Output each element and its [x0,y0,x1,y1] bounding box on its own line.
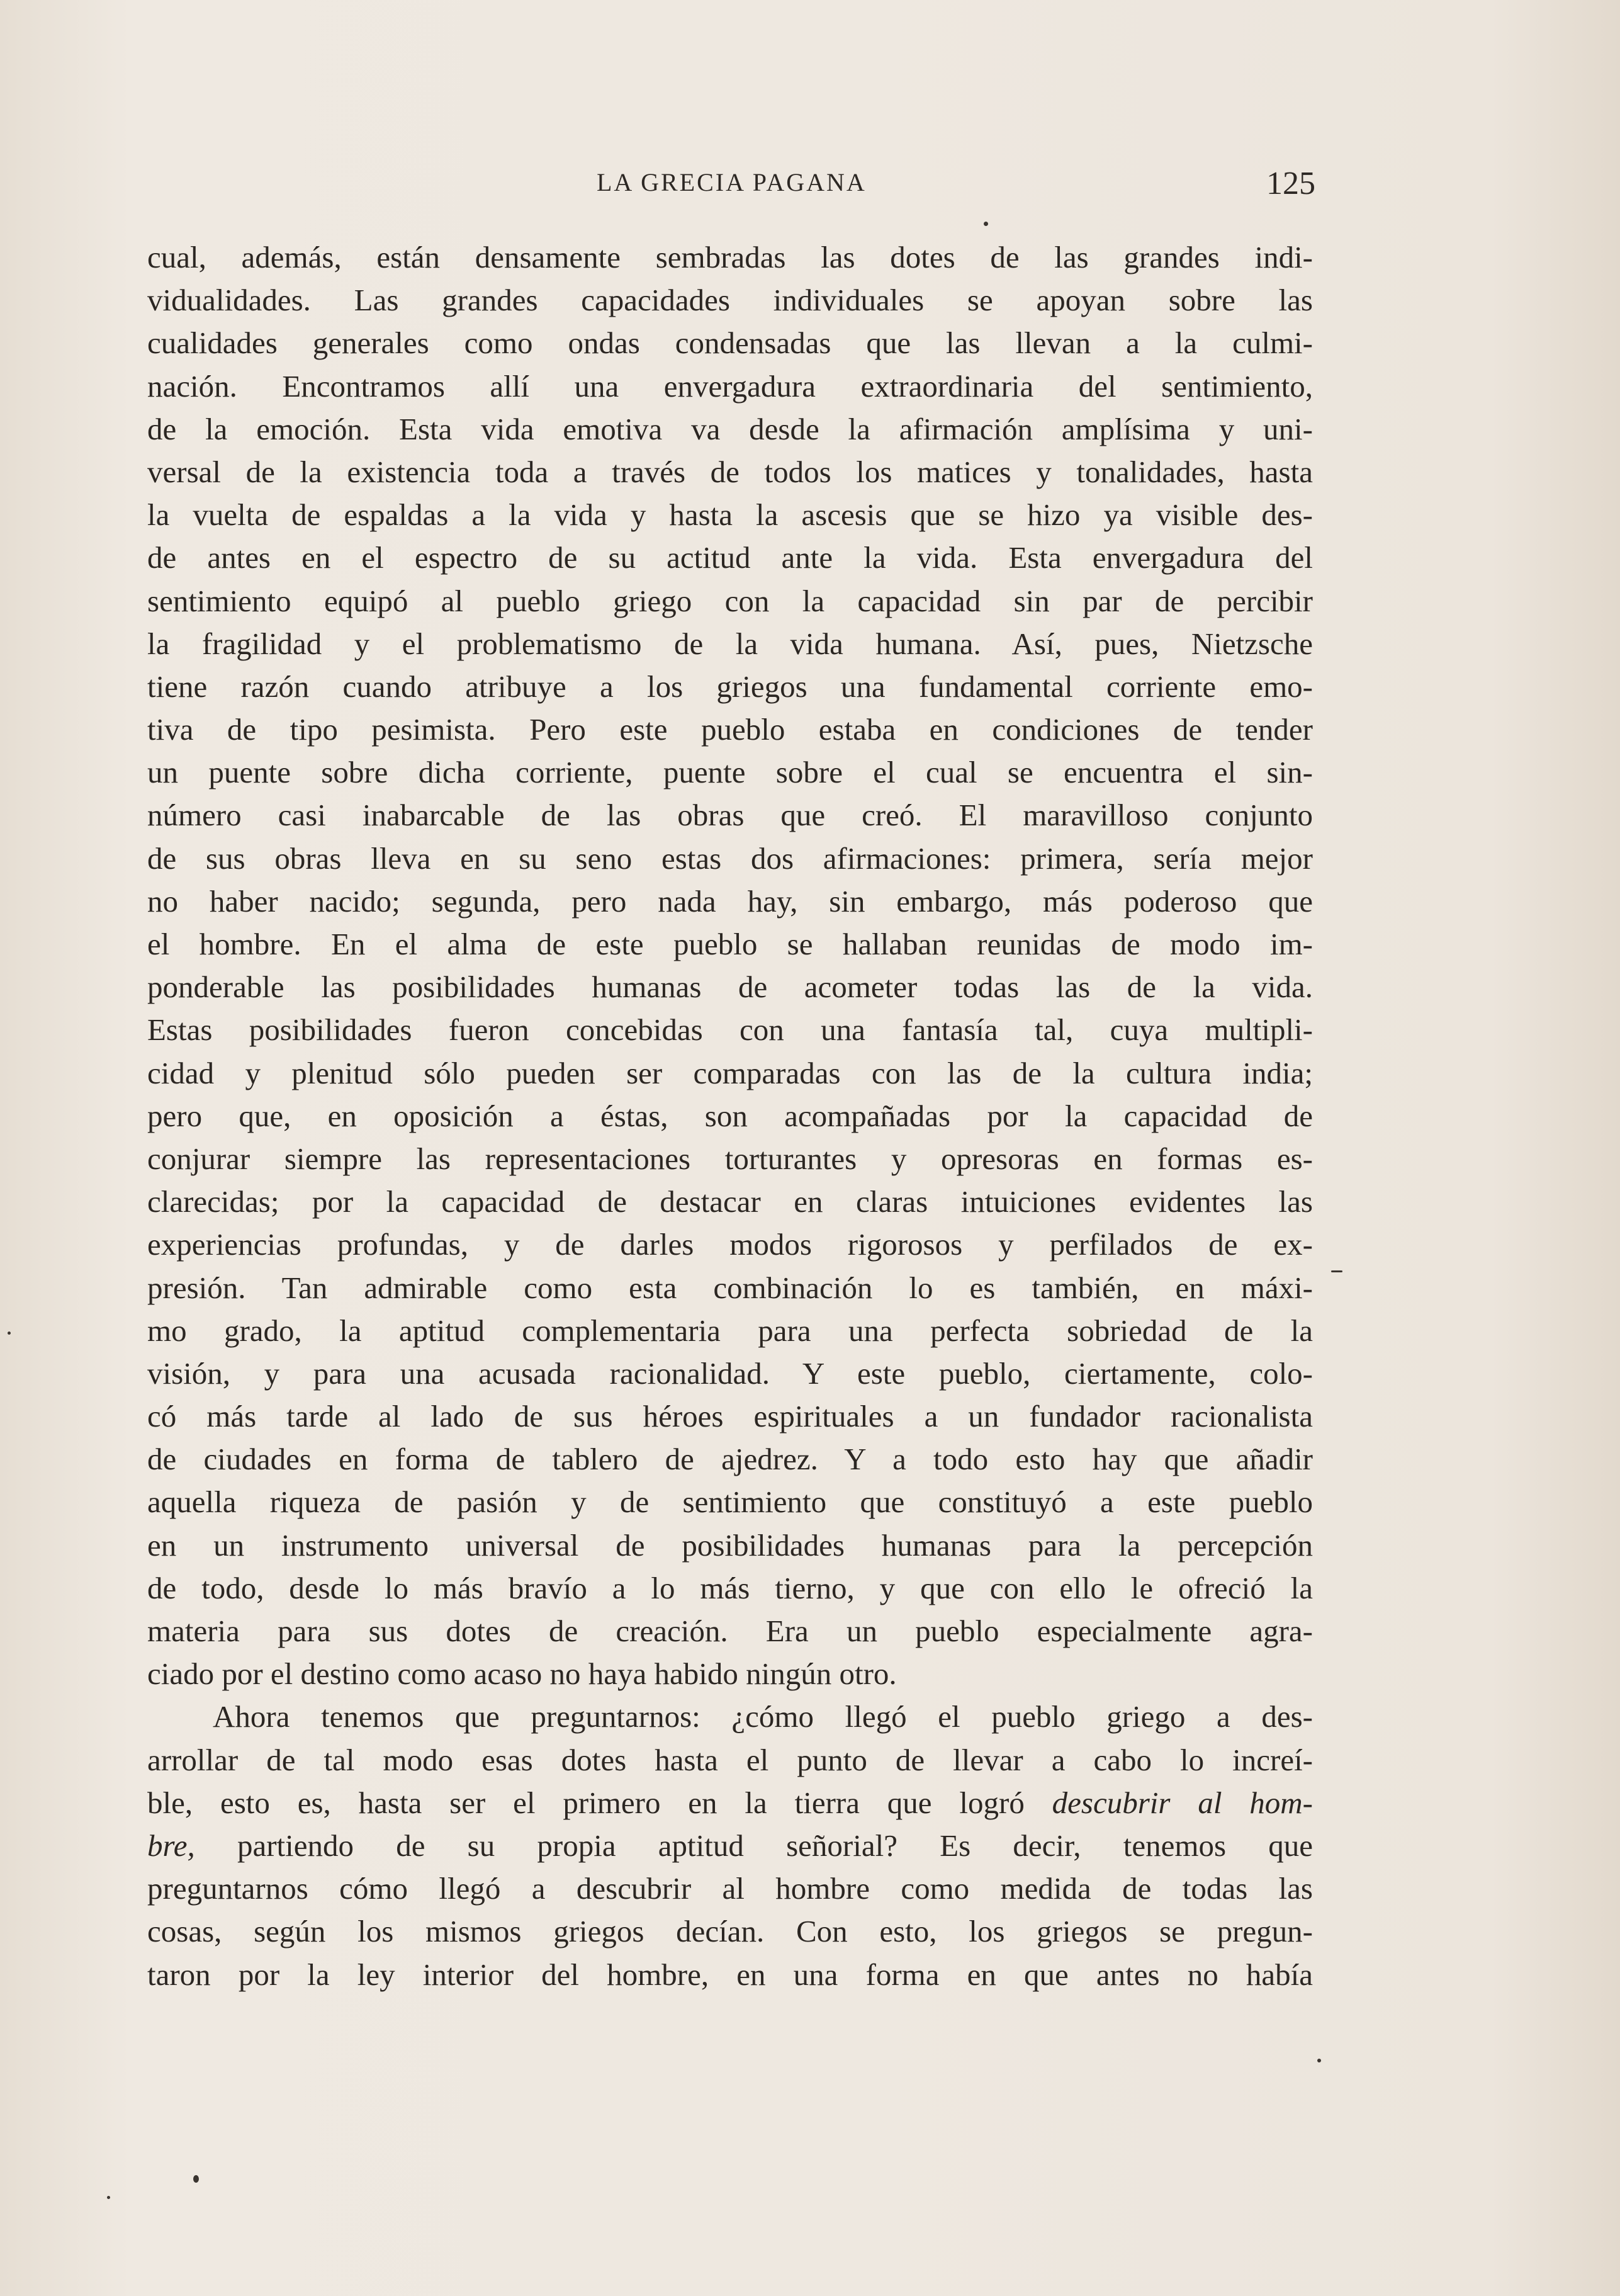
text-segment: tiva de tipo pesimista. Pero este pueblo estaba en condiciones de tender [147,712,1313,747]
text-segment: preguntarnos cómo llegó a descubrir al hombre como medida de todas las [147,1871,1313,1906]
text-line [147,1009,1313,1051]
text-segment: taron por la ley interior del hombre, en una forma en que antes no había [147,1957,1313,1992]
text-segment: el hombre. En el alma de este pueblo se hallaban reunidas de modo im- [147,927,1313,961]
text-line [147,837,1313,880]
text-line [147,322,1313,365]
running-head [0,165,1620,203]
text-line [147,408,1313,451]
text-line [147,708,1313,751]
page-number: 125 [1266,166,1315,201]
italic-text-segment: descubrir al hom- [1052,1785,1313,1820]
text-segment: Estas posibilidades fueron concebidas con una fantasía tal, cuya multipli- [147,1012,1313,1048]
text-line [147,1610,1313,1653]
text-line [147,665,1313,708]
text-segment: un puente sobre dicha corriente, puente sobre el cual se encuentra el sin- [147,755,1313,790]
text-line [147,279,1313,322]
text-segment: de sus obras lleva en su seno estas dos afirmaciones: primera, sería mejor [147,840,1313,876]
text-segment: clarecidas; por la capacidad de destacar en claras intuiciones evidentes las [147,1184,1313,1219]
text-segment: nación. Encontramos allí una envergadura extraordinaria del sentimiento, [147,368,1313,404]
text-segment: ble, esto es, hasta ser el primero en la tierra que logró [147,1785,1052,1820]
text-segment: experiencias profundas, y de darles modos rigorosos y perfilados de ex- [147,1227,1313,1262]
text-line [147,1309,1313,1352]
scan-speck [984,222,988,226]
scan-speck [8,1332,11,1335]
text-segment: materia para sus dotes de creación. Era un pueblo especialmente agra- [147,1614,1313,1648]
text-line [147,1739,1313,1782]
text-line [147,536,1313,579]
text-line [147,1267,1313,1309]
text-line [147,236,1313,279]
text-segment: conjurar siempre las representaciones torturantes y opresoras en formas es- [147,1141,1313,1176]
scan-speck [1317,2059,1321,2062]
text-segment: presión. Tan admirable como esta combinación lo es también, en máxi- [147,1270,1313,1305]
text-line [147,1782,1313,1824]
text-line [147,1223,1313,1266]
running-title: LA GRECIA PAGANA [597,168,867,196]
text-line [147,451,1313,494]
text-line [147,1954,1313,1996]
text-segment: ponderable las posibilidades humanas de acometer todas las de la vida. [147,970,1313,1005]
text-line [147,1352,1313,1395]
text-segment: la vuelta de espaldas a la vida y hasta la ascesis que se hizo ya visible des- [147,497,1313,533]
text-segment: arrollar de tal modo esas dotes hasta el punto de llevar a cabo lo increí- [147,1742,1313,1777]
text-segment: tiene razón cuando atribuye a los griegos una fundamental corriente emo- [147,669,1313,704]
text-segment: cual, además, están densamente sembradas las dotes de las grandes indi- [147,240,1313,274]
text-segment: visión, y para una acusada racionalidad. Y este pueblo, ciertamente, colo- [147,1355,1313,1391]
text-segment: número casi inabarcable de las obras que creó. El maravilloso conjunto [147,798,1313,833]
text-line [147,1910,1313,1953]
italic-text-segment: bre, [147,1828,195,1863]
text-segment: có más tarde al lado de sus héroes espirituales a un fundador racionalista [147,1399,1313,1434]
text-segment: Ahora tenemos que preguntarnos: ¿cómo llegó el pueblo griego a des- [213,1699,1313,1734]
text-segment: de la emoción. Esta vida emotiva va desde la afirmación amplísima y uni- [147,411,1313,446]
text-segment: vidualidades. Las grandes capacidades individuales se apoyan sobre las [147,283,1313,318]
text-segment: pero que, en oposición a éstas, son acompañadas por la capacidad de [147,1098,1313,1133]
text-line [147,1138,1313,1180]
scan-speck [193,2175,199,2183]
body-text [147,236,1313,1996]
text-segment: cidad y plenitud sólo pueden ser comparadas con las de la cultura india; [147,1055,1313,1090]
text-line [147,966,1313,1009]
text-line [147,1395,1313,1438]
text-line [147,1653,1313,1695]
text-segment: versal de la existencia toda a través de todos los matices y tonalidades, hasta [147,454,1313,489]
text-line [147,751,1313,794]
text-segment: de ciudades en forma de tablero de ajedrez. Y a todo esto hay que añadir [147,1442,1313,1477]
text-line [147,1824,1313,1867]
text-line [147,623,1313,665]
text-segment: la fragilidad y el problematismo de la vida humana. Así, pues, Nietzsche [147,626,1313,661]
text-segment: en un instrumento universal de posibilidades humanas para la percepción [147,1527,1313,1563]
text-segment: mo grado, la aptitud complementaria para una perfecta sobriedad de la [147,1313,1313,1348]
text-line [147,1867,1313,1910]
text-line [147,365,1313,408]
text-segment: de todo, desde lo más bravío a lo más tierno, y que con ello le ofreció la [147,1570,1313,1605]
text-line [147,1524,1313,1567]
text-line [147,580,1313,623]
text-line [147,1438,1313,1481]
scan-speck [107,2196,110,2199]
text-segment: partiendo de su propia aptitud señorial? Es decir, tenemos que [194,1828,1313,1863]
text-segment: de antes en el espectro de su actitud ante la vida. Esta envergadura del [147,540,1313,575]
text-segment: ciado por el destino como acaso no haya habido ningún otro. [147,1656,897,1692]
text-line [147,1567,1313,1610]
text-line [147,1695,1313,1738]
text-line [147,1180,1313,1223]
text-segment: aquella riqueza de pasión y de sentimiento que constituyó a este pueblo [147,1484,1313,1520]
text-line [147,880,1313,923]
text-line [147,794,1313,837]
text-segment: no haber nacido; segunda, pero nada hay, sin embargo, más poderoso que [147,883,1313,919]
scan-speck [1331,1270,1342,1272]
text-line [147,494,1313,536]
text-segment: cualidades generales como ondas condensadas que las llevan a la culmi- [147,325,1313,361]
text-segment: sentimiento equipó al pueblo griego con la capacidad sin par de percibir [147,583,1313,618]
text-line [147,1052,1313,1095]
text-line [147,1095,1313,1138]
text-segment: cosas, según los mismos griegos decían. Con esto, los griegos se pregun- [147,1914,1313,1949]
text-line [147,923,1313,966]
text-line [147,1481,1313,1524]
